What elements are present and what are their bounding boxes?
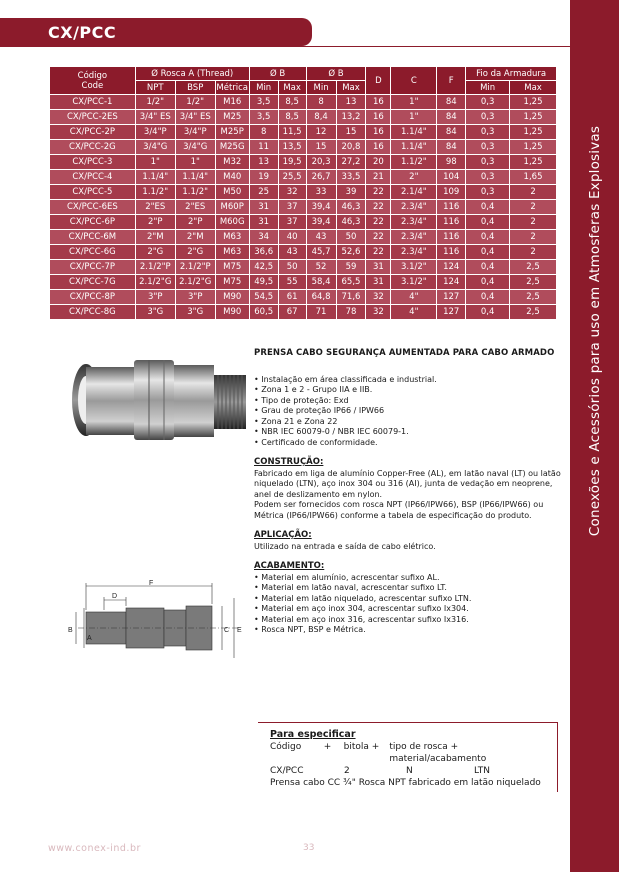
table-cell: 19 — [249, 170, 278, 185]
table-cell: 3,5 — [249, 95, 278, 110]
table-cell: 2.3/4" — [391, 245, 437, 260]
list-item: • Material em alumínio, acrescentar sufixo AL. — [254, 573, 568, 584]
table-cell: CX/PCC-8G — [50, 305, 136, 320]
table-cell: 43 — [306, 230, 336, 245]
table-cell: CX/PCC-8P — [50, 290, 136, 305]
table-cell: CX/PCC-7G — [50, 275, 136, 290]
table-cell: 22 — [366, 230, 391, 245]
list-item: • Grau de proteção IP66 / IPW66 — [254, 406, 568, 417]
spec-col-code: Código — [270, 742, 302, 752]
header-min: Min — [249, 81, 278, 95]
table-cell: 1.1/4" — [391, 140, 437, 155]
table-cell: M25G — [215, 140, 249, 155]
table-cell: M90 — [215, 305, 249, 320]
specification-box — [258, 722, 558, 792]
table-cell: CX/PCC-4 — [50, 170, 136, 185]
header-code: Código Code — [50, 67, 136, 95]
table-cell: 124 — [437, 260, 466, 275]
spec-example-material: LTN — [474, 766, 491, 776]
table-cell: 1/2" — [135, 95, 175, 110]
table-cell: 8,4 — [306, 110, 336, 125]
table-cell: 2,5 — [510, 260, 557, 275]
table-cell: 2"M — [135, 230, 175, 245]
list-item: • Certificado de conformidade. — [254, 438, 568, 449]
table-cell: 116 — [437, 230, 466, 245]
table-cell: 84 — [437, 95, 466, 110]
page-number: 33 — [303, 843, 315, 853]
table-cell: 1.1/4" — [175, 170, 215, 185]
table-cell: 2.1/2"P — [175, 260, 215, 275]
table-row — [50, 260, 557, 275]
table-cell: 2"P — [135, 215, 175, 230]
table-cell: 2 — [510, 185, 557, 200]
title-underline — [0, 46, 570, 47]
list-item: • Tipo de proteção: Exd — [254, 396, 568, 407]
table-cell: 3.1/2" — [391, 260, 437, 275]
table-cell: 98 — [437, 155, 466, 170]
dim-label-f: F — [149, 580, 154, 587]
table-cell: 13,2 — [336, 110, 366, 125]
spec-table-body — [50, 95, 557, 320]
table-cell: 3,5 — [249, 110, 278, 125]
table-cell: 19,5 — [278, 155, 306, 170]
header-fio: Fio da Armadura — [466, 67, 557, 81]
list-item: • Material em aço inox 316, acrescentar sufixo Ix316. — [254, 615, 568, 626]
title-tab — [0, 18, 312, 46]
table-cell: M50 — [215, 185, 249, 200]
page-title: CX/PCC — [48, 23, 117, 42]
table-cell: 31 — [249, 215, 278, 230]
table-cell: CX/PCC-3 — [50, 155, 136, 170]
table-cell: 13 — [249, 155, 278, 170]
spec-title: Para especificar — [270, 729, 356, 740]
table-cell: 20 — [366, 155, 391, 170]
table-cell: 61 — [278, 290, 306, 305]
table-cell: 52 — [306, 260, 336, 275]
table-cell: 46,3 — [336, 215, 366, 230]
table-cell: 109 — [437, 185, 466, 200]
table-cell: 2"ES — [175, 200, 215, 215]
description — [254, 348, 568, 636]
table-cell: 1.1/4" — [391, 125, 437, 140]
table-cell: 0,4 — [466, 230, 510, 245]
table-cell: 0,4 — [466, 215, 510, 230]
table-cell: 43 — [278, 245, 306, 260]
table-cell: 2.3/4" — [391, 215, 437, 230]
table-row — [50, 110, 557, 125]
aplicacao-text: Utilizado na entrada e saída de cabo elétrico. — [254, 541, 436, 551]
table-cell: 84 — [437, 125, 466, 140]
table-cell: CX/PCC-2P — [50, 125, 136, 140]
table-cell: 116 — [437, 245, 466, 260]
table-cell: 2.1/2"G — [175, 275, 215, 290]
table-cell: 8 — [249, 125, 278, 140]
table-cell: 2,5 — [510, 275, 557, 290]
table-cell: 39,4 — [306, 200, 336, 215]
table-cell: 0,4 — [466, 290, 510, 305]
table-cell: 1,25 — [510, 125, 557, 140]
table-cell: 22 — [366, 245, 391, 260]
table-cell: 3"P — [175, 290, 215, 305]
table-cell: M75 — [215, 260, 249, 275]
table-cell: 50 — [336, 230, 366, 245]
table-cell: M63 — [215, 245, 249, 260]
table-cell: 22 — [366, 200, 391, 215]
table-cell: 104 — [437, 170, 466, 185]
table-cell: 2" — [391, 170, 437, 185]
table-cell: 34 — [249, 230, 278, 245]
table-row — [50, 125, 557, 140]
table-cell: M60G — [215, 215, 249, 230]
table-row — [50, 185, 557, 200]
table-cell: 25 — [249, 185, 278, 200]
table-cell: 0,4 — [466, 275, 510, 290]
table-cell: CX/PCC-6M — [50, 230, 136, 245]
table-cell: 45,7 — [306, 245, 336, 260]
header-min: Min — [466, 81, 510, 95]
table-cell: 2 — [510, 200, 557, 215]
header-b1: Ø B — [249, 67, 306, 81]
header-d: D — [366, 67, 391, 95]
table-cell: 2"G — [175, 245, 215, 260]
aplicacao-heading: APLICAÇÃO: — [254, 530, 312, 540]
table-cell: 127 — [437, 290, 466, 305]
table-cell: 50 — [278, 260, 306, 275]
header-rosca: Ø Rosca A (Thread) — [135, 67, 249, 81]
table-cell: 33 — [306, 185, 336, 200]
table-cell: 64,8 — [306, 290, 336, 305]
dim-label-a: A — [87, 635, 92, 642]
list-item: • Material em latão naval, acrescentar sufixo LT. — [254, 583, 568, 594]
table-cell: 22 — [366, 185, 391, 200]
table-cell: 1.1/2" — [175, 185, 215, 200]
footer-url[interactable]: www.conex-ind.br — [48, 843, 141, 854]
table-cell: 20,3 — [306, 155, 336, 170]
table-cell: CX/PCC-7P — [50, 260, 136, 275]
table-cell: 1,25 — [510, 110, 557, 125]
list-item: • Rosca NPT, BSP e Métrica. — [254, 625, 568, 636]
list-item: • Zona 21 e Zona 22 — [254, 417, 568, 428]
table-cell: 2"G — [135, 245, 175, 260]
table-cell: 2.1/2"G — [135, 275, 175, 290]
table-row — [50, 200, 557, 215]
header-b2: Ø B — [306, 67, 366, 81]
table-cell: 0,3 — [466, 140, 510, 155]
table-cell: 3/4" ES — [135, 110, 175, 125]
table-cell: M60P — [215, 200, 249, 215]
table-cell: 2"ES — [135, 200, 175, 215]
table-cell: 37 — [278, 200, 306, 215]
table-row — [50, 230, 557, 245]
table-cell: 8,5 — [278, 110, 306, 125]
table-cell: 127 — [437, 305, 466, 320]
spec-example-rosca: N — [406, 766, 413, 776]
header-npt: NPT — [135, 81, 175, 95]
table-cell: 1" — [391, 110, 437, 125]
table-cell: 3.1/2" — [391, 275, 437, 290]
table-cell: M25P — [215, 125, 249, 140]
table-cell: 65,5 — [336, 275, 366, 290]
table-cell: 1" — [175, 155, 215, 170]
table-cell: 31 — [366, 260, 391, 275]
header-f: F — [437, 67, 466, 95]
technical-drawing — [64, 580, 254, 670]
table-cell: 67 — [278, 305, 306, 320]
table-cell: 32 — [366, 305, 391, 320]
table-cell: 55 — [278, 275, 306, 290]
table-cell: 40 — [278, 230, 306, 245]
table-row — [50, 95, 557, 110]
table-cell: 0,3 — [466, 185, 510, 200]
table-cell: 39 — [336, 185, 366, 200]
table-cell: 3"P — [135, 290, 175, 305]
table-cell: 0,3 — [466, 125, 510, 140]
table-cell: 12 — [306, 125, 336, 140]
table-cell: 3/4"P — [175, 125, 215, 140]
table-cell: M75 — [215, 275, 249, 290]
spec-example-code: CX/PCC — [270, 766, 304, 776]
table-cell: 3/4"P — [135, 125, 175, 140]
header-bsp: BSP — [175, 81, 215, 95]
table-cell: 124 — [437, 275, 466, 290]
table-cell: 1.1/4" — [135, 170, 175, 185]
table-cell: M40 — [215, 170, 249, 185]
table-cell: 84 — [437, 110, 466, 125]
spec-plus: + — [323, 742, 332, 752]
table-cell: CX/PCC-6P — [50, 215, 136, 230]
features-list — [254, 375, 568, 449]
table-cell: 16 — [366, 140, 391, 155]
table-row — [50, 305, 557, 320]
header-c: C — [391, 67, 437, 95]
table-cell: 0,4 — [466, 245, 510, 260]
header-metrica: Métrica — [216, 82, 249, 93]
table-cell: 52,6 — [336, 245, 366, 260]
table-cell: 2 — [510, 215, 557, 230]
table-cell: 2"M — [175, 230, 215, 245]
table-cell: 2 — [510, 230, 557, 245]
header-max: Max — [278, 81, 306, 95]
table-cell: 46,3 — [336, 200, 366, 215]
table-cell: 2 — [510, 245, 557, 260]
dim-label-d: D — [112, 593, 118, 600]
table-cell: 2.1/2"P — [135, 260, 175, 275]
table-cell: 1,25 — [510, 155, 557, 170]
table-cell: 16 — [366, 95, 391, 110]
table-cell: 116 — [437, 215, 466, 230]
table-cell: 42,5 — [249, 260, 278, 275]
sidebar — [570, 0, 619, 872]
table-cell: 49,5 — [249, 275, 278, 290]
header-max: Max — [510, 81, 557, 95]
list-item: • NBR IEC 60079-0 / NBR IEC 60079-1. — [254, 427, 568, 438]
header-max: Max — [336, 81, 366, 95]
dim-label-c: C — [224, 627, 230, 634]
table-row — [50, 290, 557, 305]
table-cell: CX/PCC-6ES — [50, 200, 136, 215]
table-cell: 13,5 — [278, 140, 306, 155]
table-cell: 13 — [336, 95, 366, 110]
table-cell: M32 — [215, 155, 249, 170]
table-cell: 59 — [336, 260, 366, 275]
spec-col-bitola: bitola + — [343, 742, 380, 752]
table-cell: 2"P — [175, 215, 215, 230]
table-cell: 32 — [366, 290, 391, 305]
table-cell: 0,4 — [466, 200, 510, 215]
product-photo — [64, 345, 254, 455]
table-cell: 3"G — [135, 305, 175, 320]
table-cell: 3/4" ES — [175, 110, 215, 125]
list-item: • Instalação em área classificada e industrial. — [254, 375, 568, 386]
sidebar-text: Conexões e Acessórios para uso em Atmosferas Explosivas — [586, 125, 603, 537]
spec-table — [49, 66, 557, 320]
table-row — [50, 245, 557, 260]
dim-label-b: B — [68, 627, 73, 634]
table-cell: 0,3 — [466, 110, 510, 125]
table-cell: 37 — [278, 215, 306, 230]
table-cell: 31 — [249, 200, 278, 215]
table-row — [50, 140, 557, 155]
table-cell: 54,5 — [249, 290, 278, 305]
table-cell: 2.3/4" — [391, 200, 437, 215]
table-cell: M16 — [215, 95, 249, 110]
table-cell: M25 — [215, 110, 249, 125]
construcao-heading: CONSTRUÇÃO: — [254, 457, 324, 467]
table-cell: 20,8 — [336, 140, 366, 155]
table-cell: 58,4 — [306, 275, 336, 290]
table-cell: 15 — [306, 140, 336, 155]
table-row — [50, 170, 557, 185]
table-cell: 3"G — [175, 305, 215, 320]
table-cell: 25,5 — [278, 170, 306, 185]
table-cell: 3/4"G — [175, 140, 215, 155]
table-cell: 31 — [366, 275, 391, 290]
table-cell: 22 — [366, 215, 391, 230]
table-cell: 1/2" — [175, 95, 215, 110]
table-cell: 1,25 — [510, 140, 557, 155]
table-cell: 0,3 — [466, 95, 510, 110]
table-cell: 2.1/4" — [391, 185, 437, 200]
table-cell: 2,5 — [510, 290, 557, 305]
table-cell: 15 — [336, 125, 366, 140]
spec-example-description: Prensa cabo CC ¾" Rosca NPT fabricado em latão niquelado — [270, 778, 541, 788]
table-cell: 4" — [391, 290, 437, 305]
table-cell: 11,5 — [278, 125, 306, 140]
table-cell: 1,65 — [510, 170, 557, 185]
table-cell: 2,5 — [510, 305, 557, 320]
table-cell: 1" — [391, 95, 437, 110]
table-cell: CX/PCC-2G — [50, 140, 136, 155]
list-item: • Zona 1 e 2 - Grupo IIA e IIB. — [254, 385, 568, 396]
header-min: Min — [306, 81, 336, 95]
table-cell: 1" — [135, 155, 175, 170]
spec-example-bitola: 2 — [344, 766, 350, 776]
table-cell: 2.3/4" — [391, 230, 437, 245]
table-cell: 27,2 — [336, 155, 366, 170]
table-cell: 0,4 — [466, 305, 510, 320]
table-cell: 16 — [366, 110, 391, 125]
table-cell: 8,5 — [278, 95, 306, 110]
table-cell: M90 — [215, 290, 249, 305]
table-cell: CX/PCC-1 — [50, 95, 136, 110]
table-cell: 71 — [306, 305, 336, 320]
table-cell: 4" — [391, 305, 437, 320]
table-cell: 0,3 — [466, 170, 510, 185]
table-cell: 116 — [437, 200, 466, 215]
table-row — [50, 215, 557, 230]
table-cell: CX/PCC-2ES — [50, 110, 136, 125]
table-cell: 36,6 — [249, 245, 278, 260]
table-cell: 21 — [366, 170, 391, 185]
table-cell: 1.1/2" — [391, 155, 437, 170]
table-row — [50, 275, 557, 290]
table-cell: 32 — [278, 185, 306, 200]
table-cell: 33,5 — [336, 170, 366, 185]
table-cell: 60,5 — [249, 305, 278, 320]
table-cell: 1,25 — [510, 95, 557, 110]
table-cell: 0,4 — [466, 260, 510, 275]
dim-label-e: E — [237, 627, 242, 634]
acabamento-heading: ACABAMENTO: — [254, 561, 325, 571]
acabamento-list — [254, 573, 568, 636]
table-cell: 26,7 — [306, 170, 336, 185]
construcao-text-1: Fabricado em liga de alumínio Copper-Free (AL), em latão naval (LT) ou latão niquelado (LTN), aço inox 304 ou 316 (AI), junta de vedação em neoprene, anel de deslizamento em nylon. — [254, 468, 561, 499]
table-cell: 3/4"G — [135, 140, 175, 155]
list-item: • Material em aço inox 304, acrescentar sufixo Ix304. — [254, 604, 568, 615]
table-row — [50, 155, 557, 170]
table-cell: 78 — [336, 305, 366, 320]
table-cell: 16 — [366, 125, 391, 140]
table-cell: 1.1/2" — [135, 185, 175, 200]
table-cell: 8 — [306, 95, 336, 110]
table-cell: 84 — [437, 140, 466, 155]
table-cell: CX/PCC-6G — [50, 245, 136, 260]
product-heading: PRENSA CABO SEGURANÇA AUMENTADA PARA CABO ARMADO — [254, 348, 555, 358]
table-cell: M63 — [215, 230, 249, 245]
table-cell: 71,6 — [336, 290, 366, 305]
table-cell: 0,3 — [466, 155, 510, 170]
table-cell: 11 — [249, 140, 278, 155]
table-cell: CX/PCC-5 — [50, 185, 136, 200]
spec-col-rosca: tipo de rosca + material/acabamento — [389, 742, 487, 764]
construcao-text-2: Podem ser fornecidos com rosca NPT (IP66/IPW66), BSP (IP66/IPW66) ou Métrica (IP66/IPW66) conforme a tabela de especificação do produto. — [254, 500, 544, 520]
table-cell: 39,4 — [306, 215, 336, 230]
list-item: • Material em latão niquelado, acrescentar sufixo LTN. — [254, 594, 568, 605]
